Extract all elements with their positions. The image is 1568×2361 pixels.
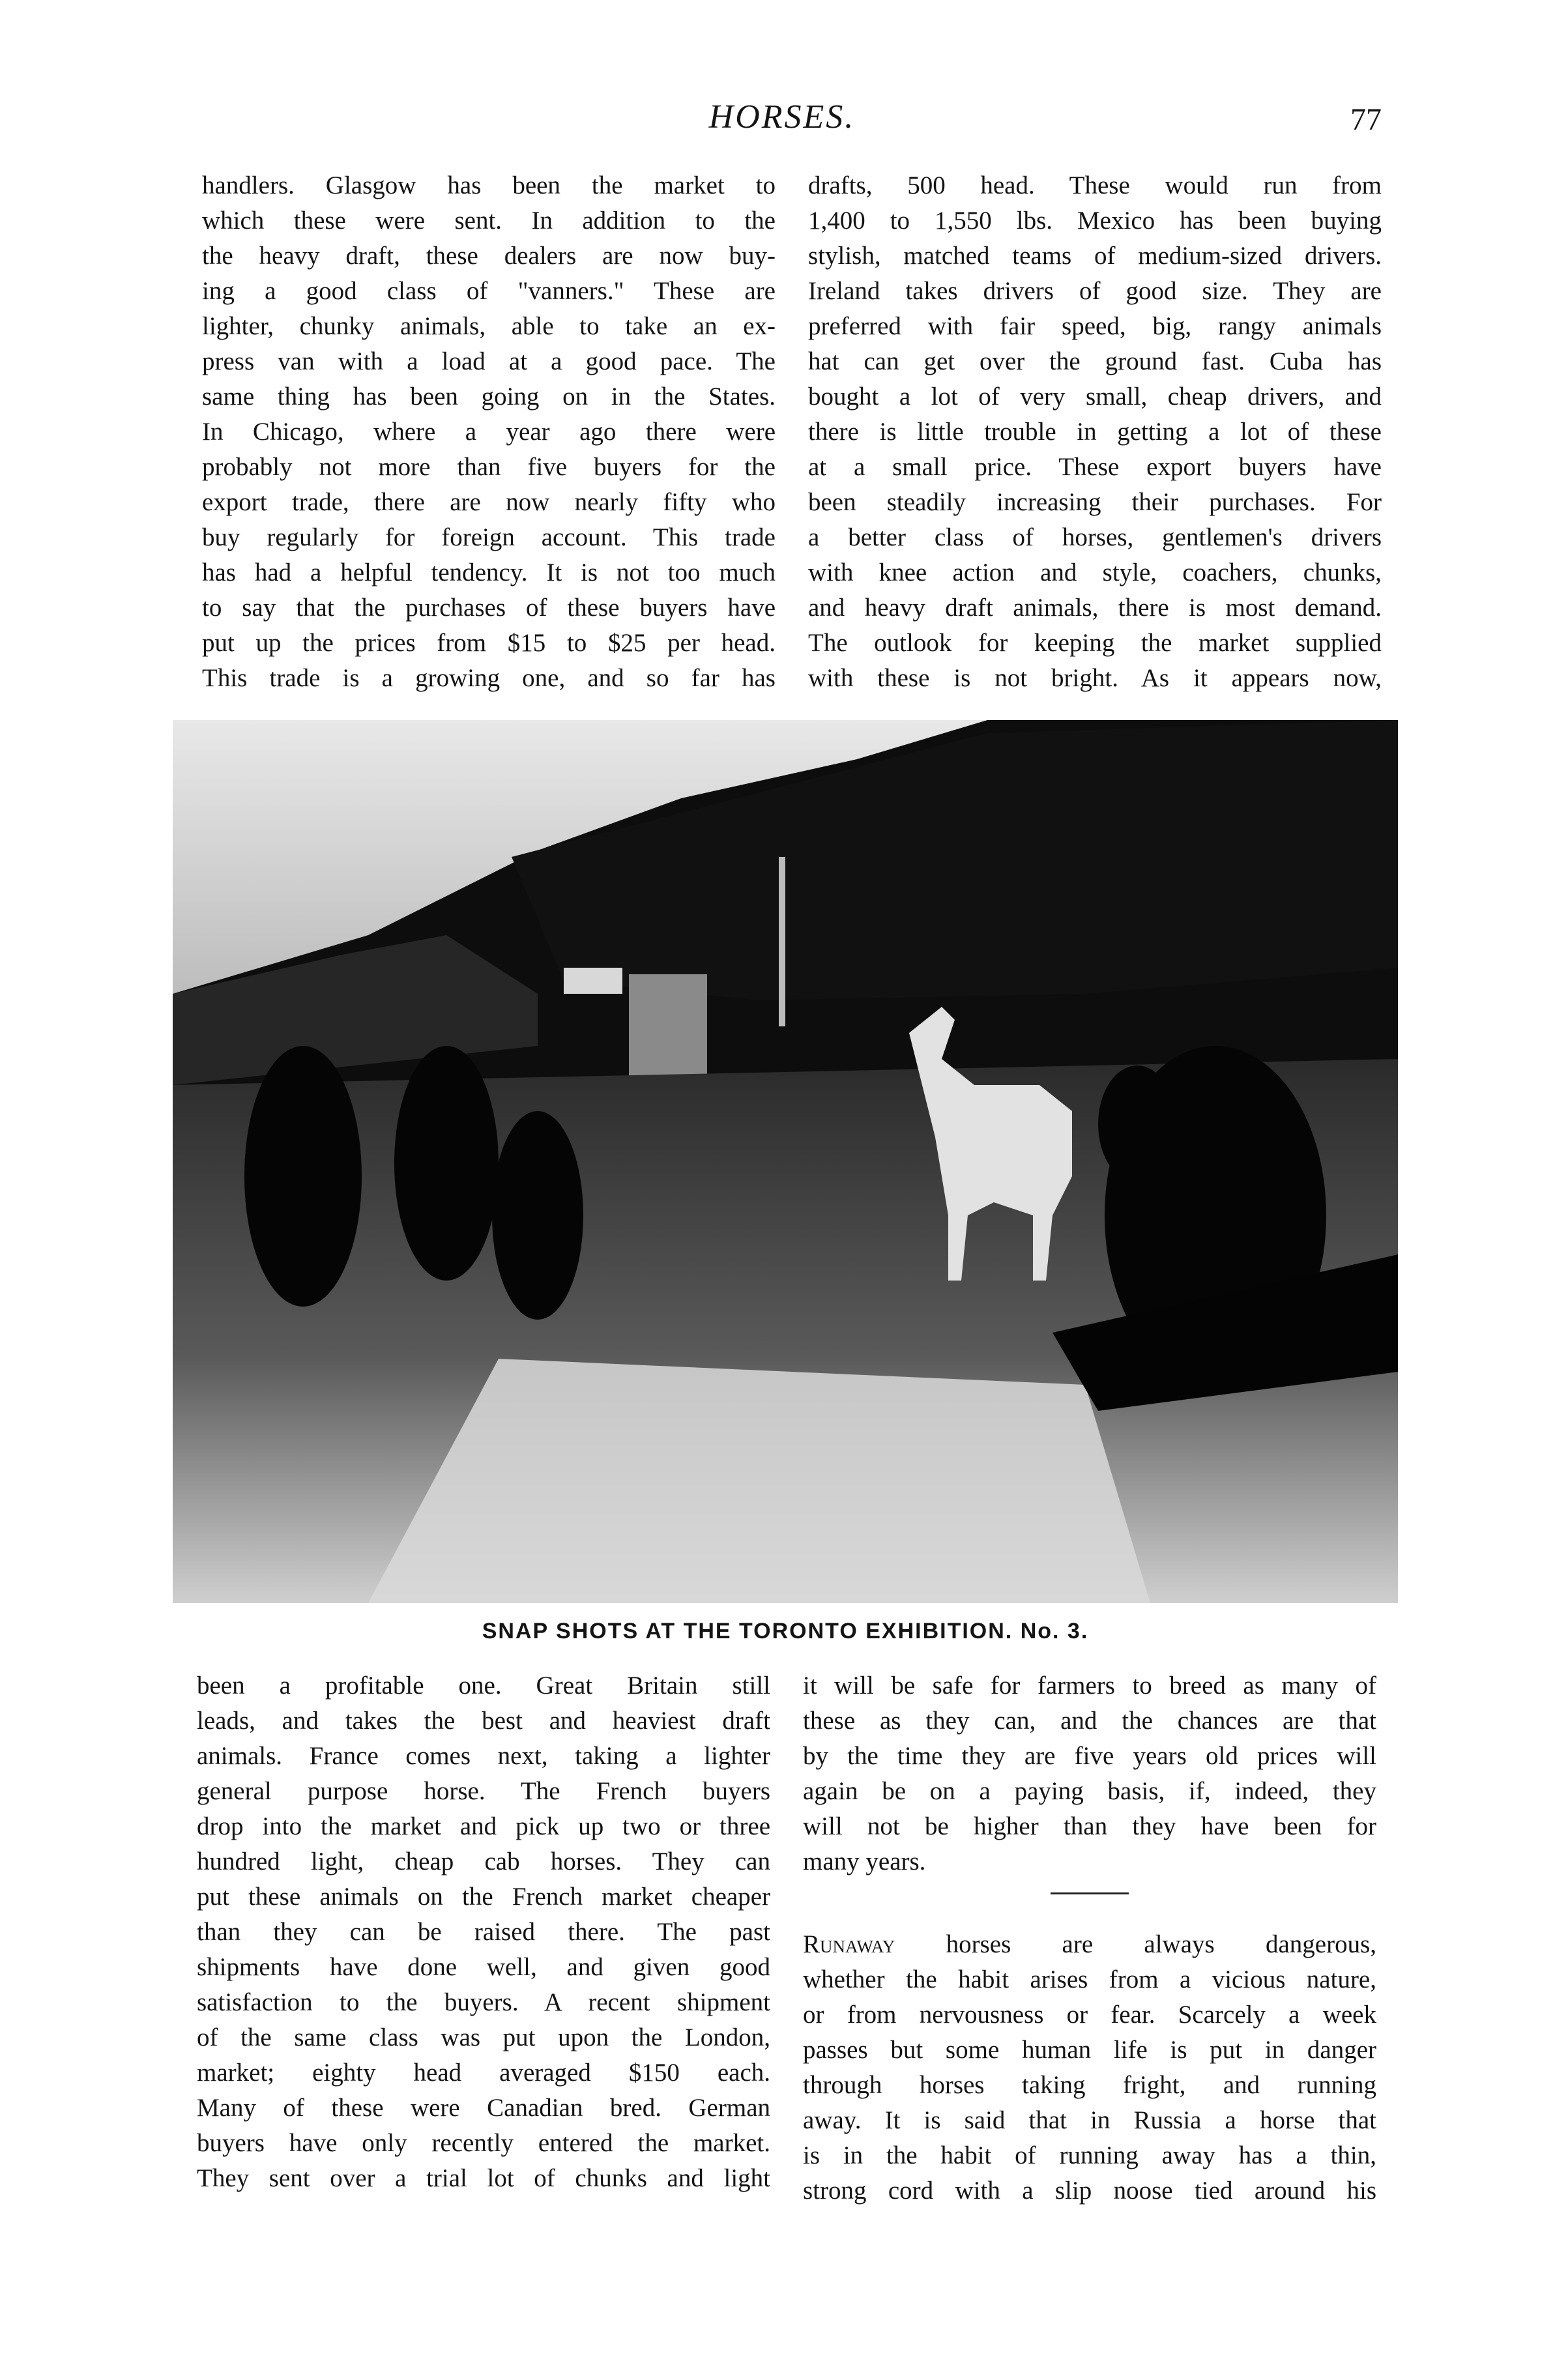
text-line: with knee action and style, coachers, chunks, (808, 558, 1382, 587)
text-line: preferred with fair speed, big, rangy animals (808, 312, 1382, 340)
text-line: passes but some human life is put in danger (803, 2036, 1376, 2064)
text-line: there is little trouble in getting a lot of these (808, 418, 1382, 446)
sunlit-ground (368, 1359, 1150, 1603)
striped-booth (629, 974, 707, 1079)
text-line: or from nervousness or fear. Scarcely a week (803, 2001, 1376, 2029)
text-line: drop into the market and pick up two or three (197, 1812, 770, 1840)
text-line: Ireland takes drivers of good size. They are (808, 277, 1382, 305)
text-line: of the same class was put upon the London, (197, 2023, 770, 2051)
text-line: a better class of horses, gentlemen's drivers (808, 523, 1382, 551)
horse-scene-illustration (173, 720, 1398, 1603)
text-line: these as they can, and the chances are that (803, 1707, 1376, 1735)
sign-board (564, 968, 622, 994)
left-column-top (202, 168, 776, 696)
text-line: many years. (803, 1847, 926, 1876)
text-line: general purpose horse. The French buyers (197, 1777, 770, 1805)
text-line: Many of these were Canadian bred. German (197, 2094, 770, 2122)
text-line: export trade, there are now nearly fifty who (202, 488, 776, 516)
drop-word: Runaway (803, 1930, 895, 1958)
page-number: 77 (1350, 102, 1382, 137)
text-line: animals. France comes next, taking a lighter (197, 1742, 770, 1770)
text-line: The outlook for keeping the market supplied (808, 629, 1382, 657)
text-line: whether the habit arises from a vicious nature, (803, 1965, 1376, 1993)
text-line: market; eighty head averaged $150 each. (197, 2059, 770, 2087)
text-line: buy regularly for foreign account. This trade (202, 523, 776, 551)
text-line: handlers. Glasgow has been the market to (202, 171, 776, 199)
text-line: by the time they are five years old prices will (803, 1742, 1376, 1770)
text-line: is in the habit of running away has a thin, (803, 2141, 1376, 2169)
text-line: satisfaction to the buyers. A recent shipment (197, 1988, 770, 2016)
text-line: it will be safe for farmers to breed as many of (803, 1672, 1376, 1700)
left-column-bottom (197, 1668, 770, 2196)
text-line: again be on a paying basis, if, indeed, they (803, 1777, 1376, 1805)
text-line: has had a helpful tendency. It is not too much (202, 558, 776, 587)
text-line: bought a lot of very small, cheap drivers, and (808, 383, 1382, 411)
text-line: buyers have only recently entered the market. (197, 2129, 770, 2157)
text-line: leads, and takes the best and heaviest draft (197, 1707, 770, 1735)
text-line: This trade is a growing one, and so far has (202, 664, 776, 692)
text-line: put up the prices from $15 to $25 per head. (202, 629, 776, 657)
text-line: press van with a load at a good pace. The (202, 347, 776, 375)
photo-caption: SNAP SHOTS AT THE TORONTO EXHIBITION. No. 3. (482, 1619, 1089, 1644)
text-line: probably not more than five buyers for the (202, 453, 776, 481)
section-divider (1051, 1892, 1129, 1894)
exhibition-photo (173, 720, 1398, 1603)
text-line: hat can get over the ground fast. Cuba has (808, 347, 1382, 375)
text-line: put these animals on the French market cheaper (197, 1883, 770, 1911)
text-line: the heavy draft, these dealers are now buy- (202, 242, 776, 270)
text-line: 1,400 to 1,550 lbs. Mexico has been buying (808, 207, 1382, 235)
text-line: been a profitable one. Great Britain still (197, 1672, 770, 1700)
text-line: through horses taking fright, and running (803, 2071, 1376, 2099)
text-line: lighter, chunky animals, able to take an ex- (202, 312, 776, 340)
text-line: same thing has been going on in the States. (202, 383, 776, 411)
text-line: been steadily increasing their purchases. For (808, 488, 1382, 516)
text-line: and heavy draft animals, there is most demand. (808, 594, 1382, 622)
text-line: They sent over a trial lot of chunks and light (197, 2164, 770, 2192)
text-line: strong cord with a slip noose tied around his (803, 2177, 1376, 2205)
text-line: shipments have done well, and given good (197, 1953, 770, 1981)
pole (779, 857, 785, 1026)
text-line: to say that the purchases of these buyers have (202, 594, 776, 622)
text-line: will not be higher than they have been for (803, 1812, 1376, 1840)
text-line: at a small price. These export buyers have (808, 453, 1382, 481)
text-line: ing a good class of "vanners." These are (202, 277, 776, 305)
text-line: than they can be raised there. The past (197, 1918, 770, 1946)
text-line: drafts, 500 head. These would run from (808, 171, 1382, 199)
text-line: In Chicago, where a year ago there were (202, 418, 776, 446)
right-column-bottom (803, 1668, 1376, 2209)
right-column-top (808, 168, 1382, 696)
text-line: hundred light, cheap cab horses. They can (197, 1847, 770, 1876)
text-line (803, 1927, 1376, 1962)
text-line: which these were sent. In addition to the (202, 207, 776, 235)
text-line: away. It is said that in Russia a horse that (803, 2106, 1376, 2134)
text-line: stylish, matched teams of medium-sized drivers. (808, 242, 1382, 270)
text-line: with these is not bright. As it appears now, (808, 664, 1382, 692)
text-fragment: horses are always dangerous, (895, 1930, 1376, 1958)
page-header-title: HORSES. (708, 98, 856, 136)
